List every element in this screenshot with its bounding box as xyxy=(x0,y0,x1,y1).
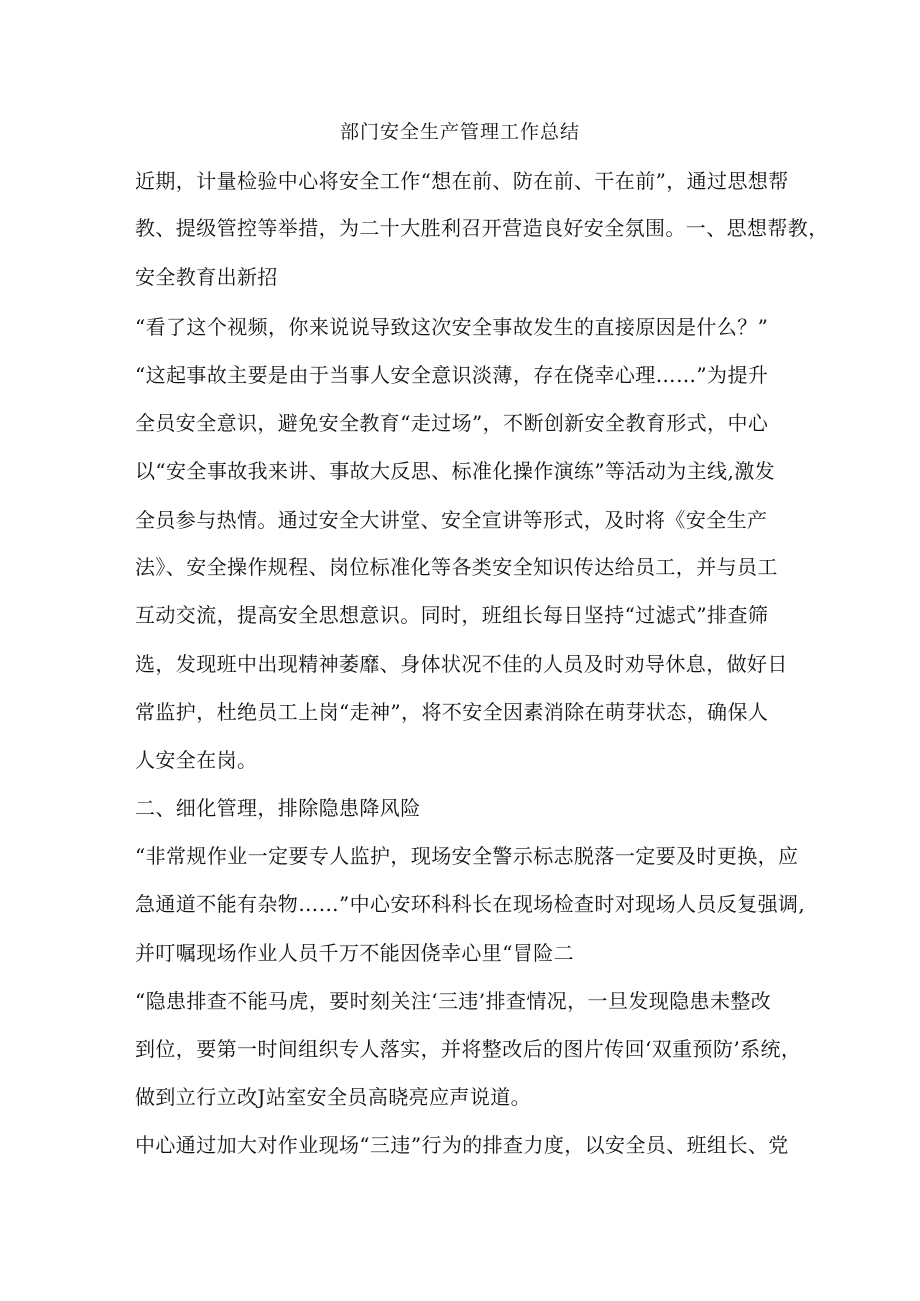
paragraph-line: 人安全在岗。 xyxy=(135,748,258,772)
paragraph-line: “看了这个视频，你来说说导致这次安全事故发生的直接原因是什么？” xyxy=(135,315,769,339)
paragraph-line: “非常规作业一定要专人监护，现场安全警示标志脱落一定要及时更换，应 xyxy=(135,844,799,868)
paragraph-line: 到位，要第一时间组织专人落实，并将整改后的图片传回‘双重预防’系统， xyxy=(135,1037,802,1061)
paragraph-line: 中心通过加大对作业现场“三违”行为的排查力度，以安全员、班组长、党 xyxy=(135,1133,789,1157)
paragraph-line: 选，发现班中出现精神萎靡、身体状况不佳的人员及时劝导休息，做好日 xyxy=(135,652,788,676)
paragraph-line: 急通道不能有杂物……”中心安环科科长在现场检查时对现场人员反复强调, xyxy=(135,892,806,916)
section-heading: 二、细化管理，排除隐患降风险 xyxy=(135,796,421,820)
paragraph-line: 法》、安全操作规程、岗位标准化等各类安全知识传达给员工，并与员工 xyxy=(135,555,778,579)
paragraph-line: 以“安全事故我来讲、事故大反思、标准化操作演练”等活动为主线,激发 xyxy=(135,459,776,483)
paragraph-line: 教、提级管控等举措，为二十大胜利召开营造良好安全氛围。一、思想帮教， xyxy=(135,216,829,240)
paragraph-line: 做到立行立改J站室安全员高晓亮应声说道。 xyxy=(135,1085,532,1109)
paragraph-line: “这起事故主要是由于当事人安全意识淡薄，存在侥幸心理……”为提升 xyxy=(135,363,769,387)
paragraph-line: 全员参与热情。通过安全大讲堂、安全宣讲等形式，及时将《安全生产 xyxy=(135,508,768,532)
paragraph-line: 互动交流，提高安全思想意识。同时，班组长每日坚持“过滤式”排查筛 xyxy=(135,603,769,627)
paragraph-line: 并叮嘱现场作业人员千万不能因侥幸心里“冒险二 xyxy=(135,941,575,965)
paragraph-line: 近期，计量检验中心将安全工作“想在前、防在前、干在前”，通过思想帮 xyxy=(135,169,789,193)
paragraph-line: 常监护，杜绝员工上岗“走神”，将不安全因素消除在萌芽状态，确保人 xyxy=(135,700,769,724)
paragraph-line: “隐患排查不能马虎，要时刻关注‘三违’排查情况，一旦发现隐患未整改 xyxy=(135,989,772,1013)
document-title: 部门安全生产管理工作总结 xyxy=(339,121,580,143)
paragraph-line: 安全教育出新招 xyxy=(135,265,278,289)
paragraph-line: 全员安全意识，避免安全教育“走过场”，不断创新安全教育形式，中心 xyxy=(135,411,769,435)
